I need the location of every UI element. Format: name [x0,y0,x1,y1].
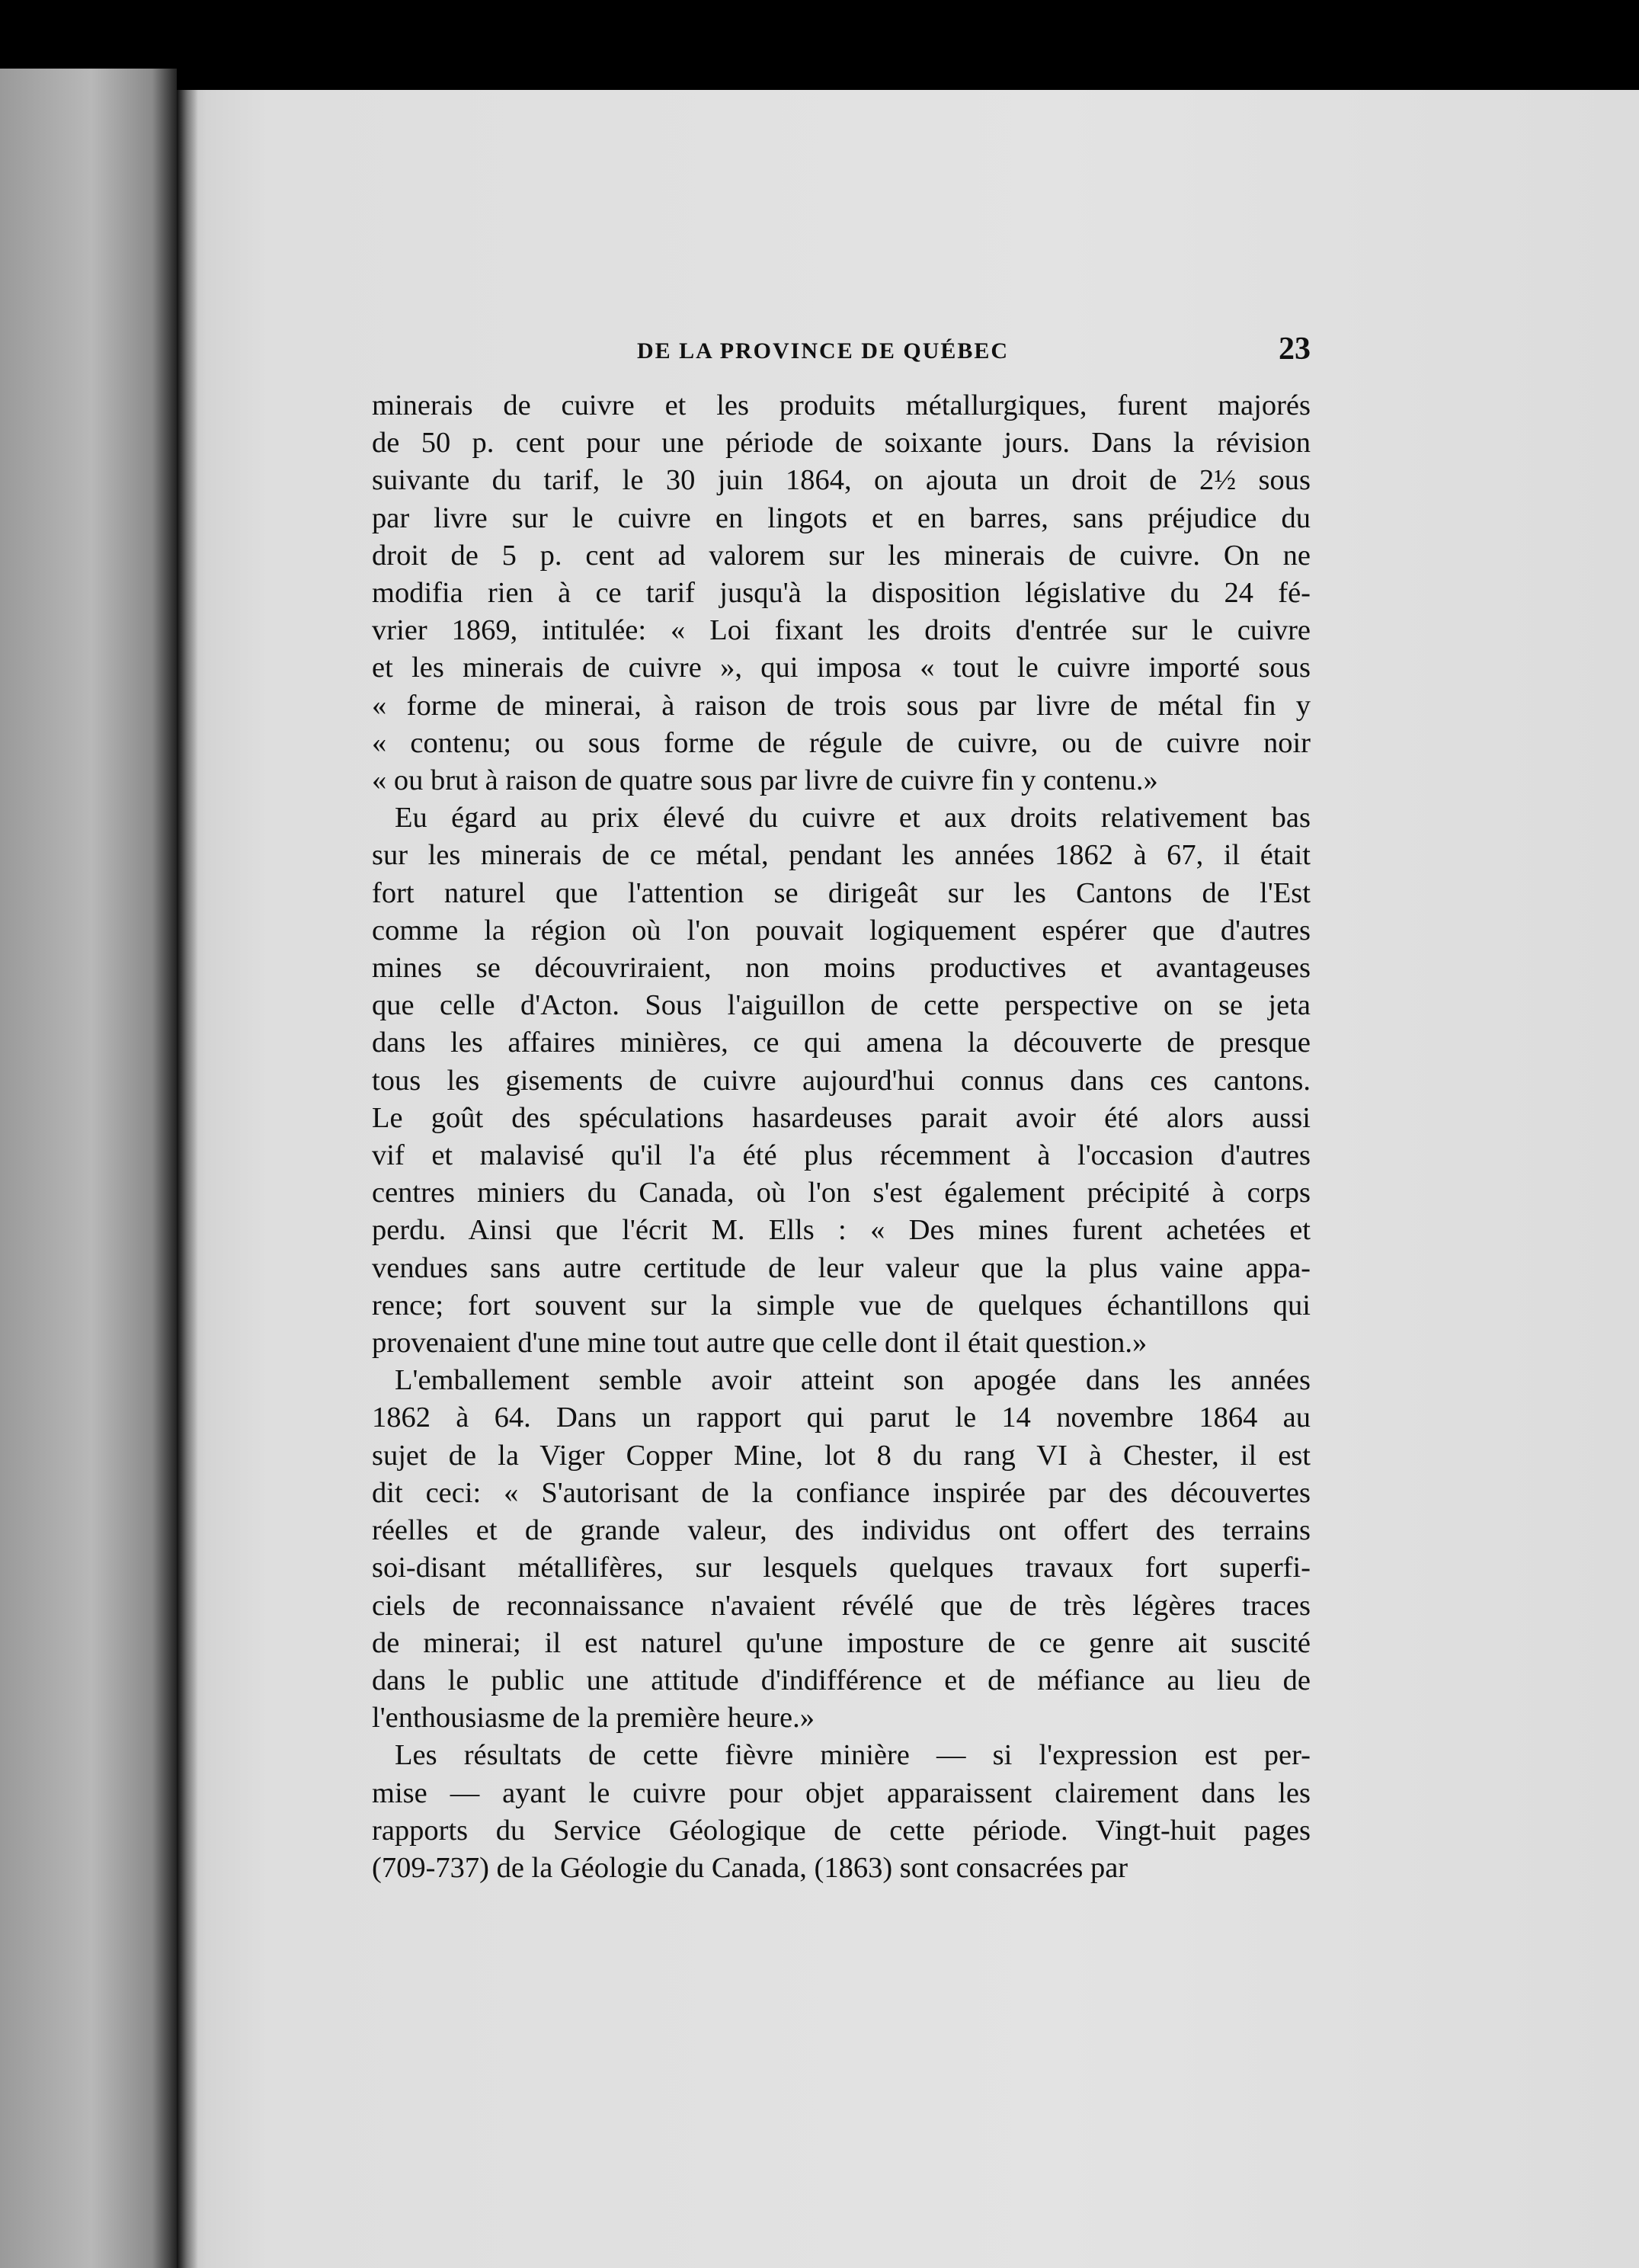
text-line: vrier 1869, intitulée: « Loi fixant les droits d'entrée sur le cuivre [372,614,1311,647]
text-line: dans le public une attitude d'indifférence et de méfiance au lieu de [372,1664,1311,1696]
text-line: et les minerais de cuivre », qui imposa « tout le cuivre importé sous [372,652,1311,684]
text-line: L'emballement semble avoir atteint son apogée dans les années [395,1364,1311,1397]
text-line: minerais de cuivre et les produits métallurgiques, furent majorés [372,389,1311,421]
text-line: Le goût des spéculations hasardeuses parait avoir été alors aussi [372,1101,1311,1134]
page-number: 23 [1279,332,1311,367]
text-line: vendues sans autre certitude de leur valeur que la plus vaine appa- [372,1251,1311,1284]
text-line: tous les gisements de cuivre aujourd'hui connus dans ces cantons. [372,1064,1311,1097]
text-line: perdu. Ainsi que l'écrit M. Ells : « Des mines furent achetées et [372,1214,1311,1247]
text-line: ciels de reconnaissance n'avaient révélé que de très légères traces [372,1589,1311,1622]
text-line: dans les affaires minières, ce qui amena la découverte de presque [372,1027,1311,1059]
text-line: l'enthousiasme de la première heure.» [372,1702,815,1735]
text-line: droit de 5 p. cent ad valorem sur les minerais de cuivre. On ne [372,539,1311,572]
paragraph [372,799,1311,1362]
text-line: mines se découvriraient, non moins productives et avantageuses [372,952,1311,985]
text-line: Eu égard au prix élevé du cuivre et aux droits relativement bas [395,802,1311,834]
text-line: rapports du Service Géologique de cette période. Vingt-huit pages [372,1814,1311,1847]
text-line: mise — ayant le cuivre pour objet apparaissent clairement dans les [372,1776,1311,1809]
text-line: réelles et de grande valeur, des individus ont offert des terrains [372,1514,1311,1547]
text-line: « ou brut à raison de quatre sous par livre de cuivre fin y contenu.» [372,764,1158,797]
text-line: suivante du tarif, le 30 juin 1864, on ajouta un droit de 2½ sous [372,464,1311,497]
page-content [372,328,1311,1887]
running-title: DE LA PROVINCE DE QUÉBEC [637,338,1010,364]
body-text [372,387,1311,1887]
text-line: que celle d'Acton. Sous l'aiguillon de cette perspective on se jeta [372,989,1311,1022]
text-line: sujet de la Viger Copper Mine, lot 8 du rang VI à Chester, il est [372,1439,1311,1472]
text-line: provenaient d'une mine tout autre que celle dont il était question.» [372,1327,1148,1360]
text-line: sur les minerais de ce métal, pendant les années 1862 à 67, il était [372,839,1311,872]
text-line: rence; fort souvent sur la simple vue de quelques échantillons qui [372,1289,1311,1321]
text-line: 1862 à 64. Dans un rapport qui parut le 14 novembre 1864 au [372,1401,1311,1434]
text-line: modifia rien à ce tarif jusqu'à la disposition législative du 24 fé- [372,577,1311,610]
scanner-background [0,69,177,2268]
text-line: centres miniers du Canada, où l'on s'est également précipité à corps [372,1177,1311,1209]
text-line: « forme de minerai, à raison de trois sous par livre de métal fin y [372,689,1311,722]
text-line: soi-disant métallifères, sur lesquels quelques travaux fort superfi- [372,1552,1311,1584]
text-line: Les résultats de cette fièvre minière — si l'expression est per- [395,1739,1311,1772]
paragraph [372,387,1311,799]
text-line: de minerai; il est naturel qu'une imposture de ce genre ait suscité [372,1626,1311,1659]
text-line: vif et malavisé qu'il l'a été plus récemment à l'occasion d'autres [372,1139,1311,1172]
text-line: de 50 p. cent pour une période de soixante jours. Dans la révision [372,427,1311,460]
paragraph [372,1362,1311,1737]
running-head [372,328,1311,373]
text-line: « contenu; ou sous forme de régule de cuivre, ou de cuivre noir [372,726,1311,759]
text-line: dit ceci: « S'autorisant de la confiance inspirée par des découvertes [372,1476,1311,1509]
text-line: par livre sur le cuivre en lingots et en barres, sans préjudice du [372,501,1311,534]
paragraph [372,1737,1311,1887]
paper-edge-shadow [177,90,198,2268]
text-line: comme la région où l'on pouvait logiquement espérer que d'autres [372,914,1311,947]
text-line: fort naturel que l'attention se dirigeât sur les Cantons de l'Est [372,876,1311,909]
text-line: (709-737) de la Géologie du Canada, (1863) sont consacrées par [372,1851,1128,1884]
